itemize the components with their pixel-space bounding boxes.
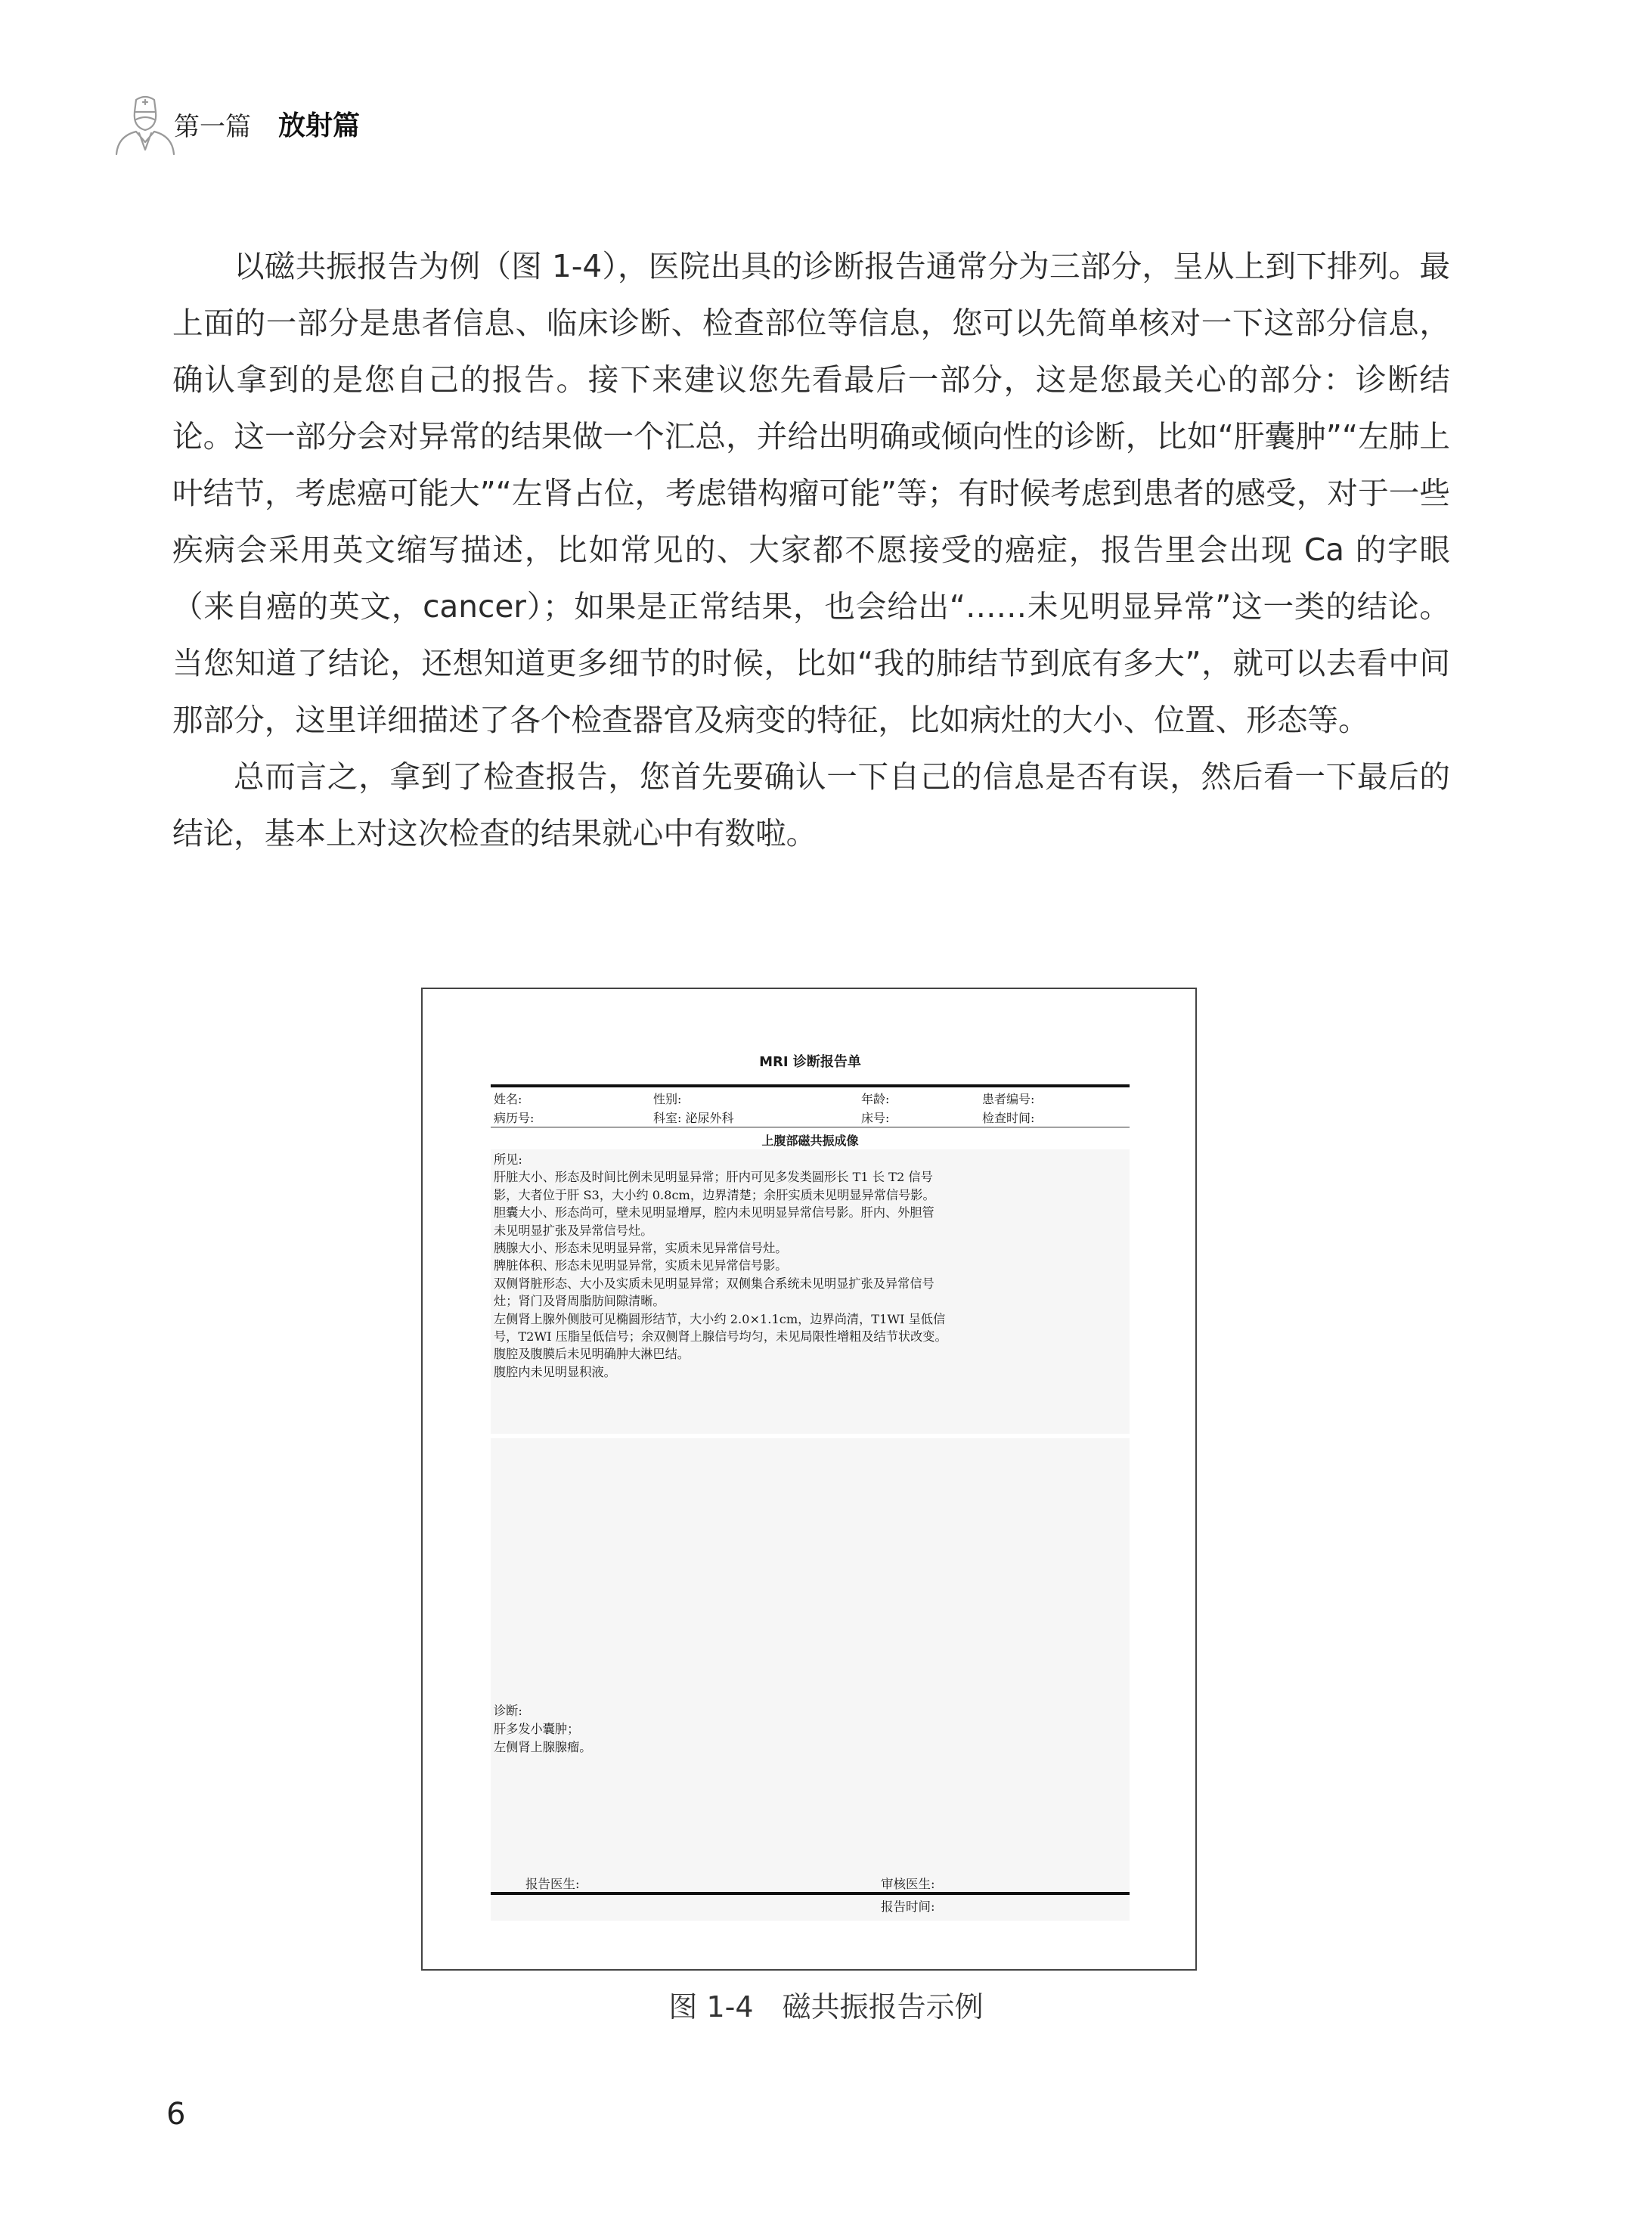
field-bed-no: 床号: bbox=[861, 1111, 890, 1125]
findings-line: 影，大者位于肝 S3，大小约 0.8cm，边界清楚；余肝实质未见明显异常信号影。 bbox=[494, 1187, 935, 1202]
findings-line: 胰腺大小、形态未见明显异常，实质未见异常信号灶。 bbox=[494, 1241, 788, 1256]
diagnosis-line: 肝多发小囊肿； bbox=[494, 1722, 580, 1736]
diagnosis-line: 左侧肾上腺腺瘤。 bbox=[494, 1740, 592, 1754]
findings-line: 左侧肾上腺外侧肢可见椭圆形结节，大小约 2.0×1.1cm，边界尚清，T1WI 呈低信 bbox=[494, 1311, 946, 1326]
findings-line: 灶；肾门及肾周脂肪间隙清晰。 bbox=[494, 1294, 665, 1309]
findings-line: 脾脏体积、形态未见明显异常，实质未见异常信号影。 bbox=[494, 1258, 788, 1273]
body-text bbox=[172, 238, 1450, 862]
findings-line: 号，T2WI 压脂呈低信号；余双侧肾上腺信号均匀，未见局限性增粗及结节状改变。 bbox=[494, 1329, 947, 1344]
figure-mri-report bbox=[421, 988, 1197, 1971]
report-top-rule bbox=[491, 1084, 1130, 1087]
report-info-row-2 bbox=[491, 1107, 1130, 1125]
findings-line: 未见明显扩张及异常信号灶。 bbox=[494, 1223, 653, 1238]
report-time-label: 报告时间: bbox=[881, 1900, 935, 1914]
report-bottom-rule bbox=[491, 1892, 1130, 1895]
figure-caption: 图 1-4 磁共振报告示例 bbox=[668, 1990, 984, 2024]
findings-line: 胆囊大小、形态尚可，壁未见明显增厚，腔内未见明显异常信号影。肝内、外胆管 bbox=[494, 1205, 934, 1220]
field-age: 年龄: bbox=[861, 1092, 890, 1106]
findings-line: 双侧肾脏形态、大小及实质未见明显异常；双侧集合系统未见明显扩张及异常信号 bbox=[494, 1276, 934, 1291]
report-title: MRI 诊断报告单 bbox=[759, 1054, 861, 1070]
signature-row bbox=[491, 1874, 1130, 1892]
field-name: 姓名: bbox=[494, 1092, 522, 1106]
section-title: 放射篇 bbox=[278, 110, 361, 141]
findings-line: 腹腔内未见明显积液。 bbox=[494, 1364, 616, 1379]
page-number: 6 bbox=[166, 2097, 186, 2132]
field-department: 科室: 泌尿外科 bbox=[653, 1111, 734, 1125]
field-patient-id: 患者编号: bbox=[982, 1092, 1035, 1106]
findings-section bbox=[494, 1151, 1127, 1381]
findings-line: 肝脏大小、形态及时间比例未见明显异常；肝内可见多发类圆形长 T1 长 T2 信号 bbox=[494, 1170, 933, 1185]
diagnosis-label: 诊断: bbox=[494, 1704, 522, 1718]
field-record-no: 病历号: bbox=[494, 1111, 535, 1125]
diagnosis-section bbox=[494, 1702, 1127, 1757]
report-time-row bbox=[491, 1896, 1130, 1915]
field-gender: 性别: bbox=[653, 1092, 682, 1106]
exam-name: 上腹部磁共振成像 bbox=[761, 1134, 859, 1148]
report-info-row-1 bbox=[491, 1088, 1130, 1106]
review-doctor-label: 审核医生: bbox=[881, 1877, 935, 1891]
field-exam-time: 检查时间: bbox=[982, 1111, 1035, 1125]
report-doctor-label: 报告医生: bbox=[525, 1877, 580, 1891]
part-label: 第一篇 bbox=[174, 112, 251, 142]
doctor-icon bbox=[106, 89, 184, 157]
paragraph-2: 总而言之，拿到了检查报告，您首先要确认一下自己的信息是否有误，然后看一下最后的结论，基本上对这次检查的结果就心中有数啦。 bbox=[172, 758, 1450, 851]
paragraph-1: 以磁共振报告为例（图 1-4），医院出具的诊断报告通常分为三部分，呈从上到下排列。最上面的一部分是患者信息、临床诊断、检查部位等信息，您可以先简单核对一下这部分信息，确认拿到的是您自己的报告。接下来建议您先看最后一部分，这是您最关心的部分：诊断结论。这一部分会对异常的结果做一个汇总，并给出明确或倾向性的诊断，比如“肝囊肿”“左肺上叶结节，考虑癌可能大”“左肾占位，考虑错构瘤可能”等；有时候考虑到患者的感受，对于一些疾病会采用英文缩写描述，比如常见的、大家都不愿接受的癌症，报告里会出现 Ca 的字眼（来自癌的英文，cancer）；如果是正常结果，也会给出“……未见明显异常”这一类的结论。当您知道了结论，还想知道更多细节的时候，比如“我的肺结节到底有多大”，就可以去看中间那部分，这里详细描述了各个检查器官及病变的特征，比如病灶的大小、位置、形态等。 bbox=[172, 248, 1450, 738]
findings-label: 所见: bbox=[494, 1152, 522, 1167]
findings-line: 腹腔及腹膜后未见明确肿大淋巴结。 bbox=[494, 1347, 690, 1362]
